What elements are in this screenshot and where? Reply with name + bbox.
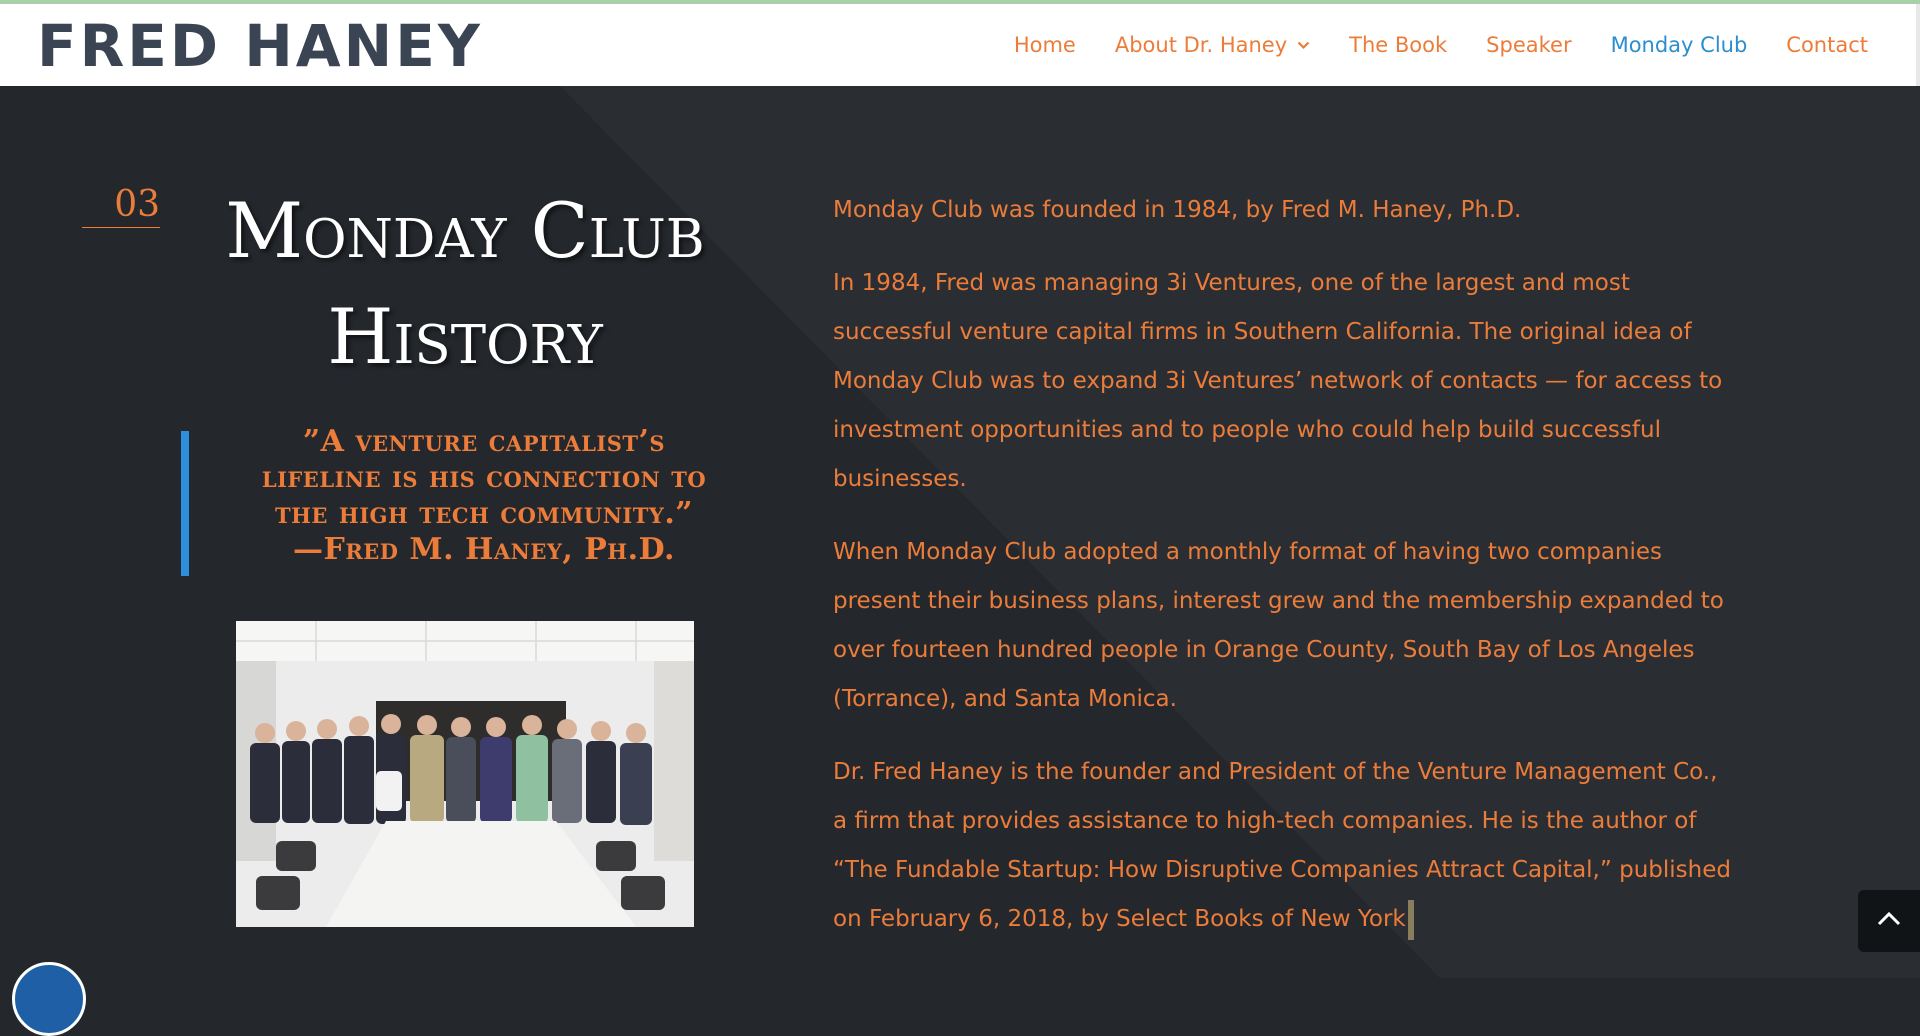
- paragraph-3: When Monday Club adopted a monthly format of having two companies present their business plans, interest grew and the membership expanded to over fourteen hundred people in Orange County, South Bay of Los Angeles (Torrance), and Santa Monica.: [833, 539, 1724, 712]
- main-section: [0, 86, 1920, 978]
- nav-home-label: Home: [1013, 33, 1076, 57]
- nav-about-label: About Dr. Haney: [1114, 33, 1288, 57]
- scroll-to-top-button[interactable]: [1858, 890, 1920, 952]
- history-text: [833, 186, 1733, 968]
- section-number: 03: [114, 184, 160, 225]
- page-title: [210, 178, 720, 390]
- nav-the-book[interactable]: [1349, 33, 1447, 57]
- nav-contact-label: Contact: [1786, 33, 1868, 57]
- text-cursor: [1408, 900, 1414, 940]
- group-photo-illustration: [236, 621, 694, 927]
- nav-monday-club-label: Monday Club: [1610, 33, 1748, 57]
- paragraph-2: In 1984, Fred was managing 3i Ventures, one of the largest and most successful venture capital firms in Southern California. The original idea of Monday Club was to expand 3i Ventures’ network of contacts — for access to investment opportunities and to people who could help build successful businesses.: [833, 270, 1723, 492]
- quote-line-1: ”A venture capitalist’s: [302, 424, 666, 459]
- nav-speaker[interactable]: [1486, 33, 1571, 57]
- main-nav: [975, 4, 1868, 86]
- section-number-underline: [82, 227, 160, 228]
- paragraph-4-wrap: [833, 748, 1733, 944]
- site-header: [0, 4, 1920, 86]
- nav-contact[interactable]: [1786, 33, 1868, 57]
- pull-quote: [214, 424, 754, 568]
- nav-speaker-label: Speaker: [1486, 33, 1572, 57]
- title-line-1: Monday Club: [225, 186, 705, 275]
- quote-attribution: —Fred M. Haney, Ph.D.: [293, 532, 675, 567]
- nav-book-label: The Book: [1349, 33, 1448, 57]
- arrow-up-icon: [1876, 911, 1902, 931]
- chevron-down-icon: [1297, 41, 1310, 50]
- accessibility-icon[interactable]: [12, 962, 86, 1036]
- site-logo[interactable]: FRED HANEY: [37, 12, 483, 80]
- quote-line-3: the high tech community.”: [274, 496, 694, 531]
- group-photo: [236, 621, 694, 927]
- nav-about[interactable]: [1115, 33, 1310, 57]
- quote-accent-bar: [181, 431, 189, 576]
- quote-line-2: lifeline is his connection to: [261, 460, 707, 495]
- nav-home[interactable]: [1014, 33, 1076, 57]
- paragraph-1: Monday Club was founded in 1984, by Fred M. Haney, Ph.D.: [833, 197, 1522, 223]
- paragraph-4: Dr. Fred Haney is the founder and President of the Venture Management Co., a firm that provides assistance to high-tech companies. He is the author of “The Fundable Startup: How Disruptive Companies Attract Capital,” published on February 6, 2018, by Select Books of New York: [833, 759, 1731, 932]
- title-line-2: History: [327, 292, 603, 381]
- nav-monday-club[interactable]: [1611, 33, 1748, 57]
